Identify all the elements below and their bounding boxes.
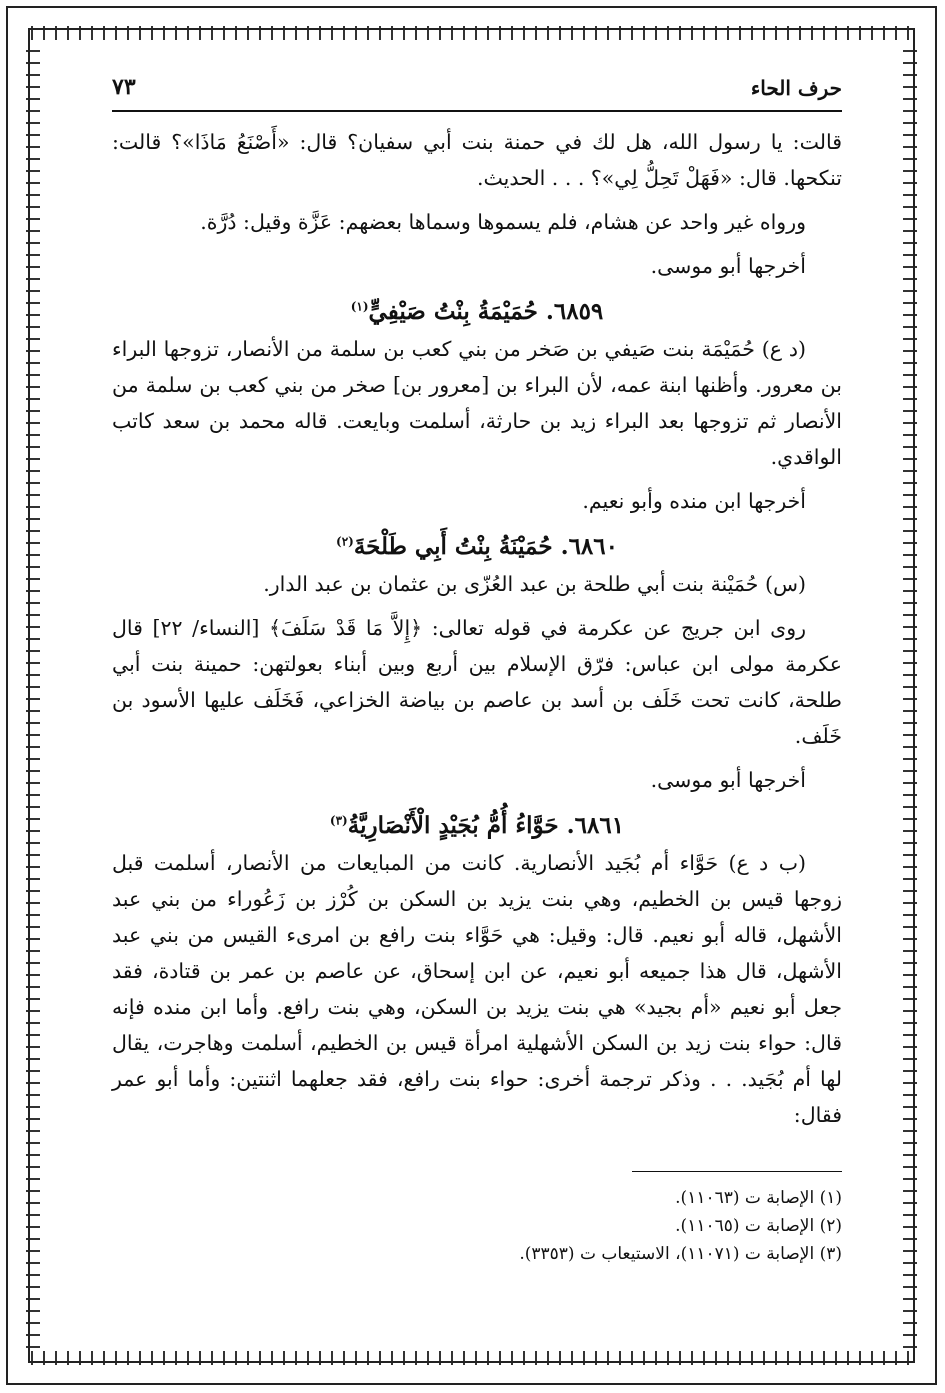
paragraph-4: (د ع) حُمَيْمَة بنت صَيفي بن صَخر من بني كعب بن سلمة من الأنصار، تزوجها البراء بن معرور. وأظنها ابنة عمه، لأن البراء بن [معرور بن] صخر من بني كعب بن سلمة من الأنصار ثم تزوجها بعد البراء زيد بن حارثة، أسلمت وبايعت. قاله محمد بن سعد كاتب الواقدي. <box>112 337 842 469</box>
page-number: ٧٣ <box>112 74 136 100</box>
footnote-3: (٣) الإصابة ت (١١٠٧١)، الاستيعاب ت (٣٣٥٣). <box>519 1244 842 1264</box>
paragraph-2: ورواه غير واحد عن هشام، فلم يسموها وسماها بعضهم: عَزَّة وقيل: دُرَّة. <box>200 210 806 234</box>
footnote-2: (٢) الإصابة ت (١١٠٦٥). <box>675 1216 842 1236</box>
paragraph-7: روى ابن جريج عن عكرمة في قوله تعالى: ﴿إِلاَّ مَا قَدْ سَلَفَ﴾ [النساء/ ٢٢] قال عكرمة مولى ابن عباس: فرّق الإسلام بين أربع وبين أبناء بعولتهن: حمينة بنت أبي طلحة، كانت تحت خَلَف بن أسد بن عاصم بن بياضة الخزاعي، فَخَلَف عليها الأسود بن خَلَف. <box>112 616 842 748</box>
paragraph-3: أخرجها أبو موسى. <box>650 254 806 278</box>
entry-heading-6859-text: ٦٨٥٩. حُمَيْمَةُ بِنْتُ صَيْفِيٍّ <box>368 298 604 325</box>
paragraph-5: أخرجها ابن منده وأبو نعيم. <box>582 489 806 513</box>
entry-heading-6859 <box>112 298 842 325</box>
paragraph-6: (س) حُمَيْنة بنت أبي طلحة بن عبد العُزّى بن عثمان بن عبد الدار. <box>263 572 806 596</box>
entry-heading-6861-text: ٦٨٦١. حَوَّاءُ أُمُّ بُجَيْدٍ الْأَنْصَارِيَّةُ <box>347 812 625 839</box>
footnote-rule <box>632 1171 842 1172</box>
entry-heading-6860 <box>112 533 842 560</box>
footnote-ref-3: (٣) <box>329 813 348 828</box>
page-header <box>112 60 842 116</box>
paragraph-8: أخرجها أبو موسى. <box>650 768 806 792</box>
footnote-ref-1: (١) <box>350 299 369 314</box>
paragraph-1: قالت: يا رسول الله، هل لك في حمنة بنت أبي سفيان؟ قال: «أَصْنَعُ مَاذَا»؟ قالت: تنكحها. قال: «فَهَلْ تَحِلُّ لِي»؟ . . . الحديث. <box>112 130 842 190</box>
paragraph-9: (ب د ع) حَوَّاء أم بُجَيد الأنصارية. كانت من المبايعات من الأنصار، أسلمت قبل زوجها قيس بن الخطيم، وهي بنت يزيد بن السكن بن كُرْز بن زَعُوراء من بني عبد الأشهل، قاله أبو نعيم. قال: وقيل: هي حَوَّاء بنت رافع بن امرىء القيس من بني عبد الأشهل، قال هذا جميعه أبو نعيم، عن ابن إسحاق، عن عاصم بن عمر بن قتادة، فقد جعل أبو نعيم «أم بجيد» هي بنت يزيد بن السكن، وهي بنت رافع. وأما ابن منده فإنه قال: حواء بنت زيد بن السكن الأشهلية امرأة قيس بن الخطيم، أسلمت وهاجرت، يقال لها أم بُجَيد. . . وذكر ترجمة أخرى: حواء بنت رافع، فقد جعلهما اثنتين: وأما أبو عمر فقال: <box>112 851 842 1127</box>
header-rule <box>112 110 842 112</box>
entry-heading-6861 <box>112 812 842 839</box>
entry-heading-6860-text: ٦٨٦٠. حُمَيْنَةُ بِنْتُ أَبِي طَلْحَةَ <box>353 533 618 560</box>
footnote-ref-2: (٢) <box>336 534 354 549</box>
page-content <box>112 60 842 1330</box>
running-title: حرف الحاء <box>750 76 842 100</box>
footnote-1: (١) الإصابة ت (١١٠٦٣). <box>675 1188 842 1208</box>
